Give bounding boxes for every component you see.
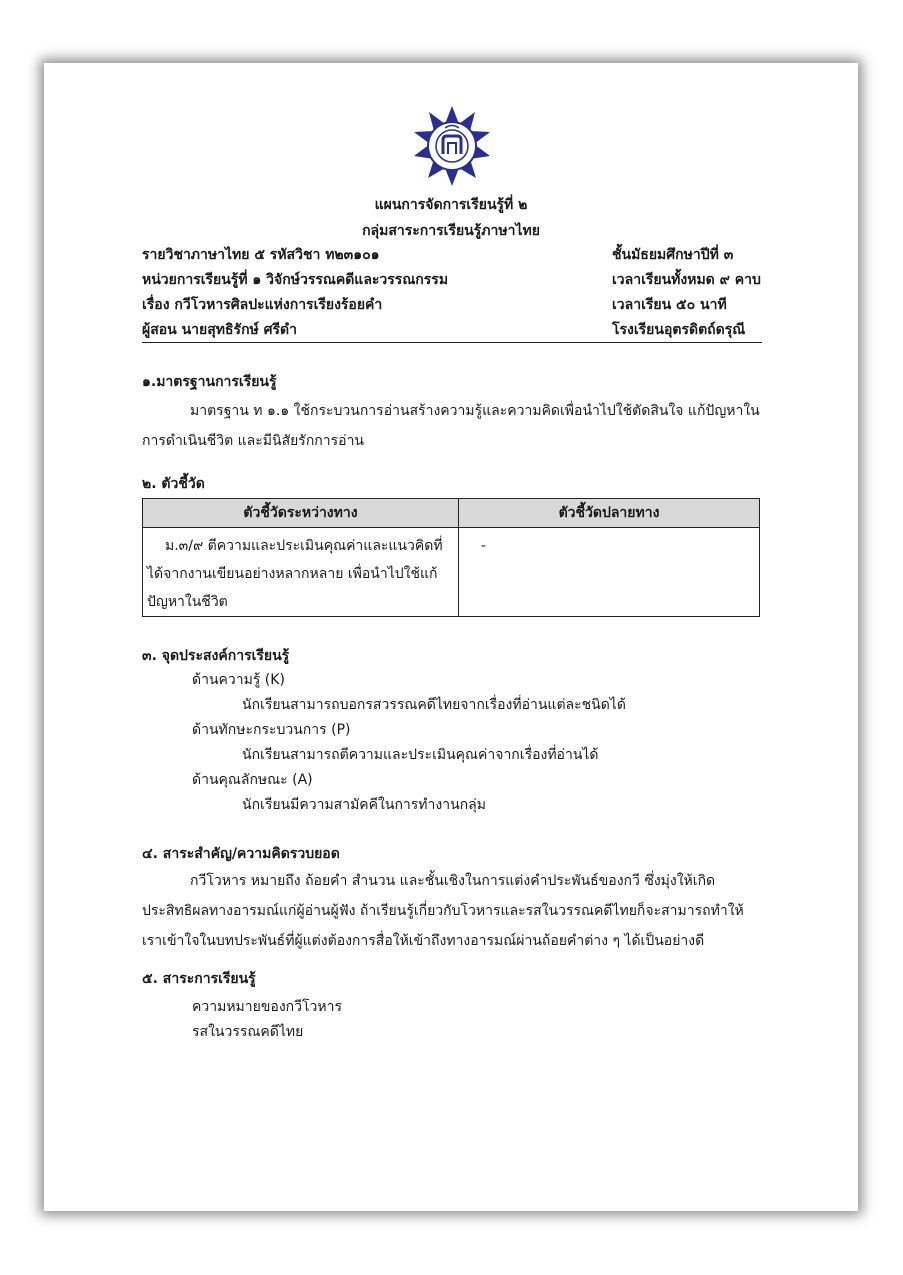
p-text: นักเรียนสามารถตีความและประเมินคุณค่าจากเรื่องที่อ่านได้ (242, 747, 599, 763)
section3-heading: ๓. จุดประสงค์การเรียนรู้ (142, 648, 290, 664)
p-label: ด้านทักษะกระบวนการ (P) (192, 722, 351, 738)
k-text: นักเรียนสามารถบอกรสวรรณคดีไทยจากเรื่องที่อ่านแต่ละชนิดได้ (242, 697, 626, 713)
a-label: ด้านคุณลักษณะ (A) (192, 772, 313, 788)
school-name: โรงเรียนอุตรดิตถ์ดรุณี (612, 322, 746, 338)
grade-level: ชั้นมัธยมศึกษาปีที่ ๓ (612, 247, 734, 263)
indicator-table (142, 498, 760, 617)
list-item: ความหมายของกวีโวหาร (192, 999, 342, 1015)
section5-heading: ๕. สาระการเรียนรู้ (142, 971, 256, 987)
col2-header: ตัวชี้วัดปลายทาง (459, 499, 760, 528)
section4-heading: ๔. สาระสำคัญ/ความคิดรวบยอด (142, 846, 340, 862)
section1-heading: ๑.มาตรฐานการเรียนรู้ (142, 374, 277, 390)
topic-info: เรื่อง กวีโวหารศิลปะแห่งการเรียงร้อยคำ (142, 297, 383, 313)
list-item: รสในวรรณคดีไทย (192, 1024, 304, 1040)
section4-body: กวีโวหาร หมายถึง ถ้อยคำ สำนวน และชั้นเชิงในการแต่งคำประพันธ์ของกวี ซึ่งมุ่งให้เกิดประสิทธิผลทางอารมณ์แก่ผู้อ่านผู้ฟัง ถ้าเรียนรู้เกี่ยวกับโวหารและรสในวรรณคดีไทยก็จะสามารถทำให้เราเข้าใจในบทประพันธ์ที่ผู้แต่งต้องการสื่อให้เข้าถึงทางอารมณ์ผ่านถ้อยคำต่าง ๆ ได้เป็นอย่างดี (142, 873, 744, 949)
col2-value: - (481, 538, 487, 554)
plan-title: แผนการจัดการเรียนรู้ที่ ๒ (374, 197, 528, 213)
subject-group: กลุ่มสาระการเรียนรู้ภาษาไทย (362, 223, 540, 239)
unit-info: หน่วยการเรียนรู้ที่ ๑ วิจักษ์วรรณคดีและวรรณกรรม (142, 272, 449, 288)
a-text: นักเรียนมีความสามัคคีในการทำงานกลุ่ม (242, 797, 486, 813)
course-info: รายวิชาภาษาไทย ๕ รหัสวิชา ท๒๓๑๐๑ (142, 247, 380, 263)
section1-body: มาตรฐาน ท ๑.๑ ใช้กระบวนการอ่านสร้างความรู้และความคิดเพื่อนำไปใช้ตัดสินใจ แก้ปัญหาในการดำเนินชีวิต และมีนิสัยรักการอ่าน (142, 403, 760, 449)
total-periods: เวลาเรียนทั้งหมด ๙ คาบ (612, 272, 761, 288)
col1-header: ตัวชี้วัดระหว่างทาง (143, 499, 459, 528)
header-divider (142, 342, 762, 343)
document-page (44, 63, 858, 1211)
k-label: ด้านความรู้ (K) (192, 672, 285, 688)
col1-value: ม.๓/๙ ตีความและประเมินคุณค่าและแนวคิดที่ได้จากงานเขียนอย่างหลากหลาย เพื่อนำไปใช้แก้ปัญหาในชีวิต (147, 538, 443, 610)
section2-heading: ๒. ตัวชี้วัด (142, 476, 205, 492)
school-logo-icon (412, 106, 492, 186)
teacher-info: ผู้สอน นายสุทธิรักษ์ ศรีดำ (142, 322, 298, 338)
period-length: เวลาเรียน ๕๐ นาที (612, 297, 727, 313)
